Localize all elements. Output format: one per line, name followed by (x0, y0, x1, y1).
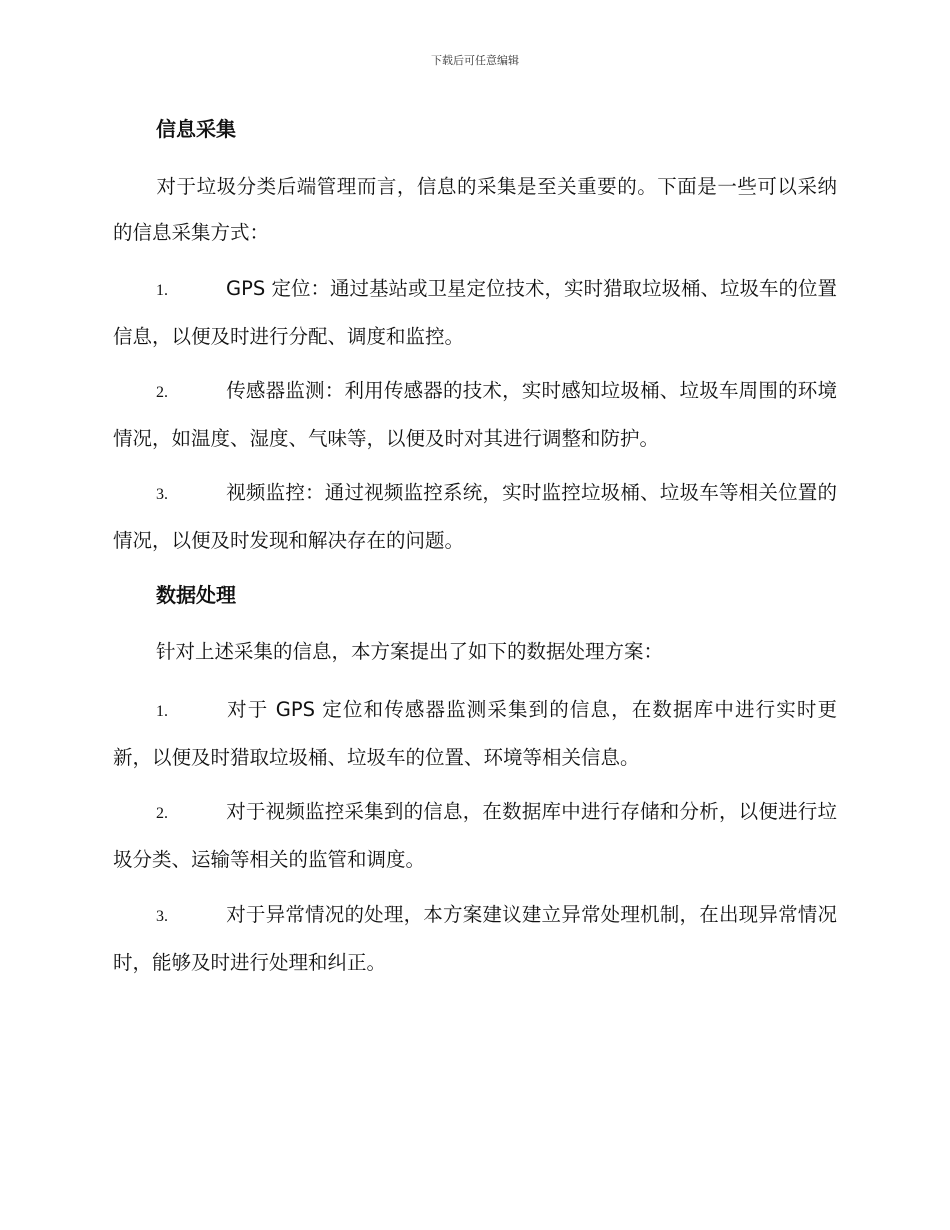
list-item-number: 1. (156, 282, 168, 299)
section-heading-info-collection: 信息采集 (156, 117, 236, 141)
section2-intro (113, 629, 837, 675)
list-item-number: 1. (156, 703, 168, 720)
list-item (113, 687, 837, 781)
list-item-number: 2. (156, 805, 168, 822)
list-item (113, 266, 837, 360)
section1-intro (113, 164, 837, 256)
page-header-note: 下载后可任意编辑 (431, 54, 519, 67)
list-item-text: GPS 定位：通过基站或卫星定位技术，实时猎取垃圾桶、垃圾车的位置信息，以便及时进行分配、调度和监控。 (113, 277, 837, 348)
list-item-number: 3. (156, 908, 168, 925)
list-item (113, 470, 837, 564)
section1-intro-text: 对于垃圾分类后端管理而言，信息的采集是至关重要的。下面是一些可以采纳的信息采集方式： (113, 175, 837, 244)
list-item-number: 3. (156, 486, 168, 503)
list-item-text: 对于异常情况的处理，本方案建议建立异常处理机制，在出现异常情况时，能够及时进行处理和纠正。 (113, 903, 837, 974)
list-item (113, 368, 837, 462)
section-heading-data-processing: 数据处理 (156, 583, 236, 607)
list-item-text: 对于 GPS 定位和传感器监测采集到的信息，在数据库中进行实时更新，以便及时猎取垃圾桶、垃圾车的位置、环境等相关信息。 (113, 698, 837, 769)
list-item (113, 892, 837, 986)
list-item-text: 传感器监测：利用传感器的技术，实时感知垃圾桶、垃圾车周围的环境情况，如温度、湿度、气味等，以便及时对其进行调整和防护。 (113, 379, 837, 450)
list-item-number: 2. (156, 384, 168, 401)
section2-intro-text: 针对上述采集的信息，本方案提出了如下的数据处理方案： (156, 640, 664, 663)
list-item (113, 789, 837, 883)
list-item-text: 视频监控：通过视频监控系统，实时监控垃圾桶、垃圾车等相关位置的情况，以便及时发现和解决存在的问题。 (113, 481, 837, 552)
list-item-text: 对于视频监控采集到的信息，在数据库中进行存储和分析，以便进行垃圾分类、运输等相关的监管和调度。 (113, 800, 837, 871)
